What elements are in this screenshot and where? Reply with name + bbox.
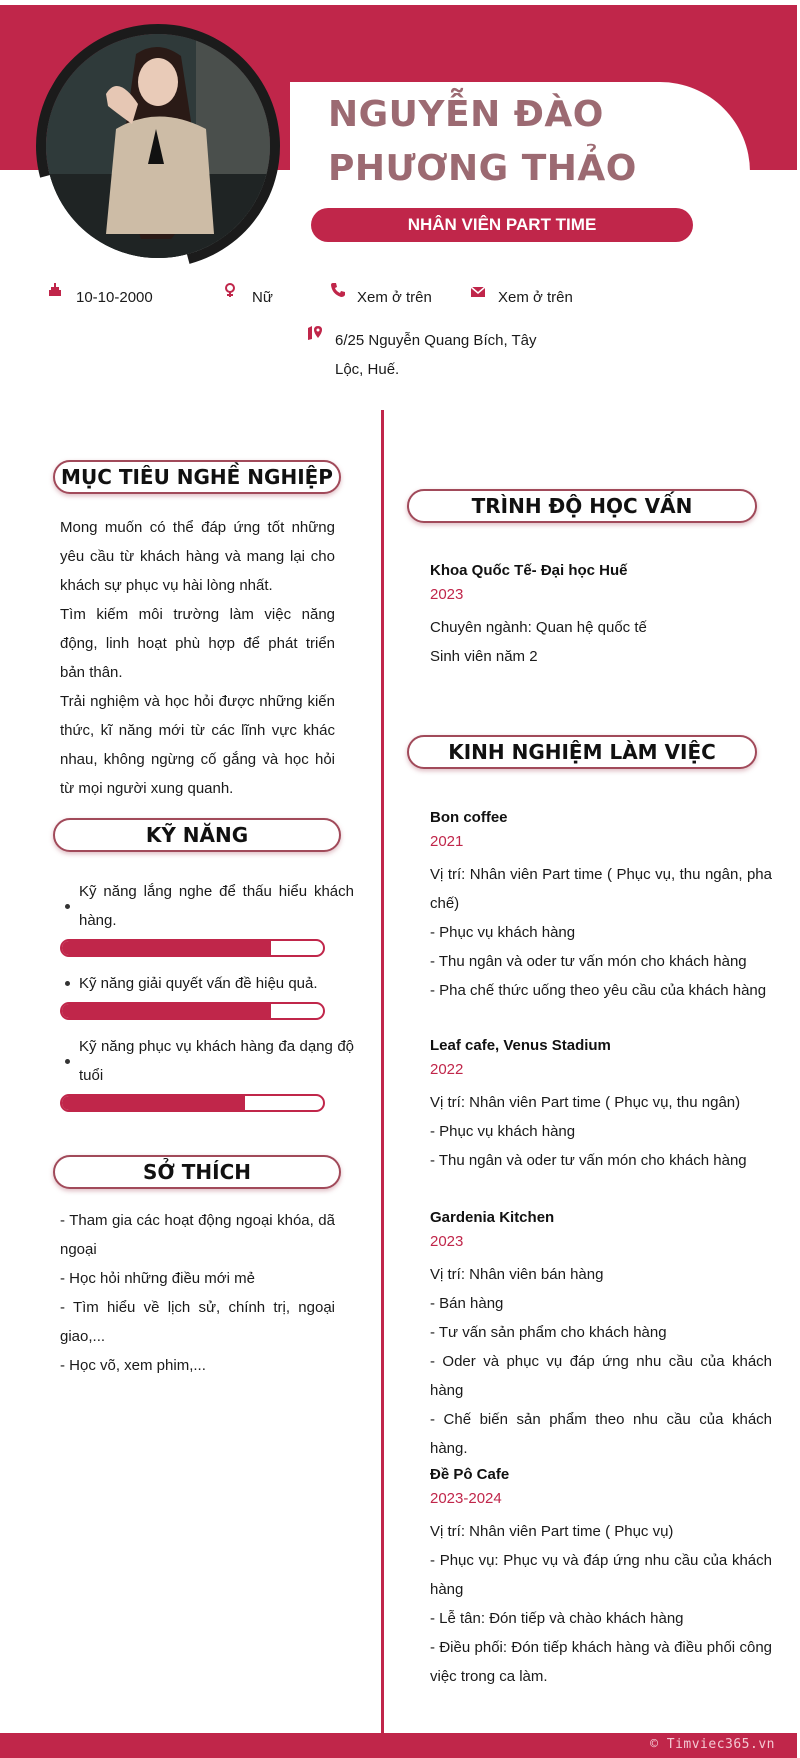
skill-bar-fill bbox=[62, 1004, 271, 1018]
objective-paragraph: Mong muốn có thể đáp ứng tốt những yêu cầu từ khách hàng và mang lại cho khách sự phục vụ hài lòng nhất. bbox=[60, 519, 335, 594]
footer-band bbox=[0, 1733, 797, 1758]
job-line: Vị trí: Nhân viên Part time ( Phục vụ) bbox=[430, 1523, 674, 1540]
objective-paragraph: Tìm kiếm môi trường làm việc năng động, linh hoạt phù hợp để phát triển bản thân. bbox=[60, 606, 335, 681]
gender-value: Nữ bbox=[252, 289, 273, 306]
school-name: Khoa Quốc Tế- Đại học Huế bbox=[430, 562, 628, 579]
job-line: Vị trí: Nhân viên Part time ( Phục vụ, thu ngân) bbox=[430, 1094, 741, 1111]
job-title-badge: NHÂN VIÊN PART TIME bbox=[311, 208, 693, 242]
company-name: Đề Pô Cafe bbox=[430, 1466, 510, 1483]
education-line: Chuyên ngành: Quan hệ quốc tế bbox=[430, 619, 647, 636]
address-value bbox=[335, 326, 537, 384]
skill-label: Kỹ năng phục vụ khách hàng đa dạng độ tuổi bbox=[79, 1038, 354, 1084]
map-pin-icon bbox=[307, 325, 323, 341]
job-line: - Oder và phục vụ đáp ứng nhu cầu của khách hàng bbox=[430, 1353, 772, 1399]
job-year: 2021 bbox=[430, 833, 464, 850]
skill-bar bbox=[60, 1094, 325, 1112]
candidate-name bbox=[328, 88, 728, 196]
cake-icon bbox=[47, 282, 63, 298]
skill-bar bbox=[60, 939, 325, 957]
skill-bar-fill bbox=[62, 941, 271, 955]
section-hobbies-title: SỞ THÍCH bbox=[53, 1155, 341, 1189]
job-line: - Phục vụ: Phục vụ và đáp ứng nhu cầu của khách hàng bbox=[430, 1552, 772, 1598]
job-year: 2023-2024 bbox=[430, 1490, 502, 1507]
job-entry bbox=[430, 1463, 772, 1691]
job-line: - Phục vụ khách hàng bbox=[430, 924, 576, 941]
email-value: Xem ở trên bbox=[498, 289, 573, 306]
phone-value: Xem ở trên bbox=[357, 289, 432, 306]
job-entry bbox=[430, 806, 772, 1005]
job-line: - Điều phối: Đón tiếp khách hàng và điều phối công việc trong ca làm. bbox=[430, 1639, 772, 1685]
skill-item bbox=[62, 969, 354, 1020]
skill-item bbox=[62, 877, 354, 957]
job-year: 2023 bbox=[430, 1233, 464, 1250]
bullet-icon bbox=[65, 1059, 70, 1064]
education-year: 2023 bbox=[430, 586, 464, 603]
education-line: Sinh viên năm 2 bbox=[430, 648, 538, 665]
objective-text bbox=[60, 513, 335, 803]
address-line-2: Lộc, Huế. bbox=[335, 361, 400, 378]
job-entry bbox=[430, 1034, 772, 1175]
section-experience-title: KINH NGHIỆM LÀM VIỆC bbox=[407, 735, 757, 769]
hobbies-text bbox=[60, 1206, 335, 1380]
name-line-1: NGUYỄN ĐÀO bbox=[328, 94, 604, 135]
job-line: - Lễ tân: Đón tiếp và chào khách hàng bbox=[430, 1610, 684, 1627]
hobby-line: - Học võ, xem phim,... bbox=[60, 1357, 206, 1374]
avatar bbox=[46, 34, 270, 258]
section-objective-title: MỤC TIÊU NGHỀ NGHIỆP bbox=[53, 460, 341, 494]
bullet-icon bbox=[65, 904, 70, 909]
objective-paragraph: Trải nghiệm và học hỏi được những kiến thức, kĩ năng mới từ các lĩnh vực khác nhau, không ngừng cố gắng và học hỏi từ mọi người xung quanh. bbox=[60, 693, 335, 797]
section-skills-title: KỸ NĂNG bbox=[53, 818, 341, 852]
hobby-line: - Học hỏi những điều mới mẻ bbox=[60, 1270, 255, 1287]
envelope-icon bbox=[470, 284, 486, 300]
job-line: Vị trí: Nhân viên Part time ( Phục vụ, thu ngân, pha chế) bbox=[430, 866, 772, 912]
hobby-line: - Tìm hiểu về lịch sử, chính trị, ngoại giao,... bbox=[60, 1299, 335, 1345]
skill-item bbox=[62, 1032, 354, 1112]
skill-bar-fill bbox=[62, 1096, 245, 1110]
company-name: Gardenia Kitchen bbox=[430, 1209, 555, 1226]
job-line: Vị trí: Nhân viên bán hàng bbox=[430, 1266, 604, 1283]
job-line: - Phục vụ khách hàng bbox=[430, 1123, 576, 1140]
birthday-value: 10-10-2000 bbox=[76, 289, 153, 306]
column-divider bbox=[381, 410, 384, 1758]
skill-label: Kỹ năng lắng nghe để thấu hiểu khách hàng. bbox=[79, 883, 354, 929]
name-line-2: PHƯƠNG THẢO bbox=[328, 148, 637, 189]
gender-icon bbox=[222, 282, 238, 298]
skill-label: Kỹ năng giải quyết vấn đề hiệu quả. bbox=[79, 975, 318, 992]
job-line: - Tư vấn sản phẩm cho khách hàng bbox=[430, 1324, 667, 1341]
bullet-icon bbox=[65, 981, 70, 986]
job-line: - Thu ngân và oder tư vấn món cho khách hàng bbox=[430, 1152, 747, 1169]
education-entry bbox=[430, 559, 772, 671]
portrait-photo bbox=[46, 34, 270, 258]
phone-icon bbox=[330, 282, 346, 298]
job-line: - Pha chế thức uống theo yêu cầu của khách hàng bbox=[430, 982, 767, 999]
company-name: Leaf cafe, Venus Stadium bbox=[430, 1037, 611, 1054]
job-entry bbox=[430, 1206, 772, 1463]
job-line: - Chế biến sản phẩm theo nhu cầu của khách hàng. bbox=[430, 1411, 772, 1457]
job-line: - Thu ngân và oder tư vấn món cho khách hàng bbox=[430, 953, 747, 970]
section-education-title: TRÌNH ĐỘ HỌC VẤN bbox=[407, 489, 757, 523]
job-year: 2022 bbox=[430, 1061, 464, 1078]
address-line-1: 6/25 Nguyễn Quang Bích, Tây bbox=[335, 332, 537, 349]
hobby-line: - Tham gia các hoạt động ngoại khóa, dã ngoại bbox=[60, 1212, 335, 1258]
job-line: - Bán hàng bbox=[430, 1295, 504, 1312]
company-name: Bon coffee bbox=[430, 809, 508, 826]
watermark-text: © Timviec365.vn bbox=[650, 1737, 775, 1752]
skill-bar bbox=[60, 1002, 325, 1020]
